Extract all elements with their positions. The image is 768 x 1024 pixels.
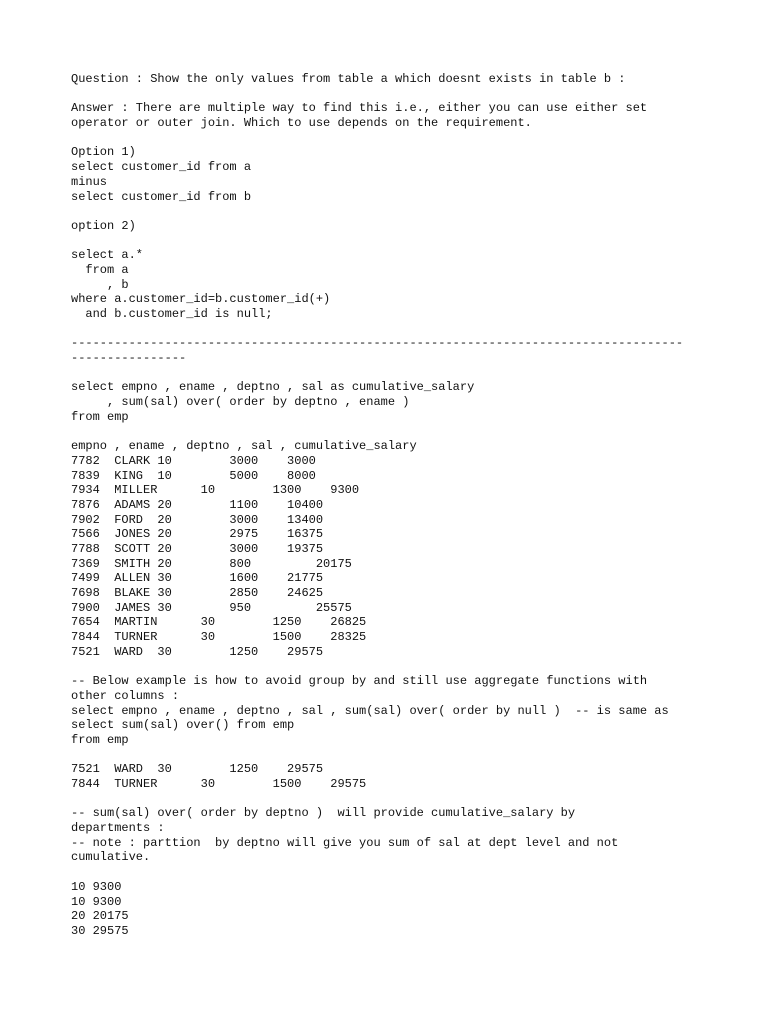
text-line: 20 20175	[71, 909, 129, 924]
text-line: operator or outer join. Which to use depends on the requirement.	[71, 116, 532, 131]
text-line: 30 29575	[71, 923, 129, 938]
text-line	[71, 131, 711, 146]
text-line: 10 9300	[71, 879, 122, 894]
document-text	[71, 72, 711, 939]
text-line	[71, 322, 711, 337]
text-line: 7654 MARTIN 30 1250 26825	[71, 615, 367, 630]
text-line	[71, 425, 711, 440]
text-line: select a.*	[71, 248, 144, 263]
text-line: Question : Show the only values from table a which doesnt exists in table b :	[71, 72, 626, 86]
text-line: Option 1)	[71, 145, 136, 160]
text-line: from emp	[71, 732, 129, 747]
text-line: 7499 ALLEN 30 1600 21775	[71, 571, 324, 586]
text-line	[71, 87, 711, 102]
text-line	[71, 366, 711, 381]
text-line: select sum(sal) over() from emp	[71, 718, 295, 733]
text-line: option 2)	[71, 218, 136, 233]
text-line: -- sum(sal) over( order by deptno ) will provide cumulative_salary by	[71, 806, 576, 821]
text-line: select empno , ename , deptno , sal , sum(sal) over( order by null ) -- is same as	[71, 703, 669, 718]
text-line: 7782 CLARK 10 3000 3000	[71, 453, 316, 468]
text-line	[71, 748, 711, 763]
text-line: 7844 TURNER 30 1500 28325	[71, 630, 367, 645]
text-line: other columns :	[71, 688, 180, 703]
text-line: 7876 ADAMS 20 1100 10400	[71, 497, 324, 512]
text-line: -- Below example is how to avoid group by and still use aggregate functions with	[71, 674, 648, 689]
text-line: empno , ename , deptno , sal , cumulative_salary	[71, 439, 417, 454]
text-line: Answer : There are multiple way to find this i.e., either you can use either set	[71, 101, 648, 116]
text-line: 7934 MILLER 10 1300 9300	[71, 483, 360, 498]
text-line	[71, 865, 711, 880]
text-line	[71, 660, 711, 675]
text-line: 7698 BLAKE 30 2850 24625	[71, 586, 324, 601]
text-line: , sum(sal) over( order by deptno , ename )	[71, 395, 410, 410]
text-line: select customer_id from a	[71, 160, 252, 175]
text-line: -- note : parttion by deptno will give you sum of sal at dept level and not	[71, 835, 619, 850]
text-line: 7521 WARD 30 1250 29575	[71, 644, 324, 659]
text-line: 10 9300	[71, 894, 122, 909]
text-line: from emp	[71, 409, 129, 424]
text-line: minus	[71, 174, 108, 189]
text-line: 7521 WARD 30 1250 29575	[71, 762, 324, 777]
text-line: departments :	[71, 821, 165, 836]
text-line: 7844 TURNER 30 1500 29575	[71, 777, 367, 791]
text-line: from a	[71, 262, 129, 277]
text-line: 7900 JAMES 30 950 25575	[71, 600, 352, 615]
text-line: where a.customer_id=b.customer_id(+)	[71, 292, 331, 307]
text-line	[71, 234, 711, 249]
text-line: 7369 SMITH 20 800 20175	[71, 556, 352, 571]
text-line: , b	[71, 277, 129, 292]
text-line: 7902 FORD 20 3000 13400	[71, 512, 324, 527]
text-line: 7788 SCOTT 20 3000 19375	[71, 542, 324, 556]
text-line: ----------------	[71, 351, 187, 366]
text-line: and b.customer_id is null;	[71, 307, 273, 321]
text-line: 7566 JONES 20 2975 16375	[71, 527, 324, 542]
text-line: select empno , ename , deptno , sal as cumulative_salary	[71, 380, 475, 395]
text-line: cumulative.	[71, 850, 151, 865]
text-line: select customer_id from b	[71, 189, 252, 204]
text-line: 7839 KING 10 5000 8000	[71, 468, 316, 483]
text-line: -------------------------------------------------------------------------------------	[71, 336, 684, 351]
text-line	[71, 792, 711, 807]
text-line	[71, 204, 711, 219]
